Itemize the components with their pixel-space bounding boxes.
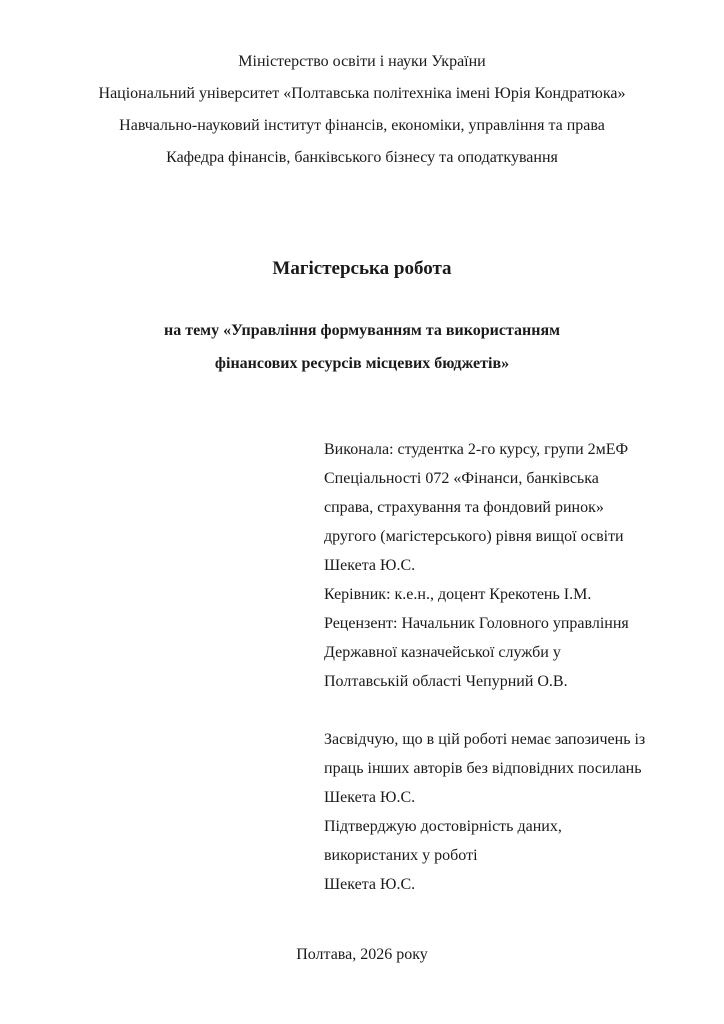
reviewer-line: Державної казначейської служби у <box>324 644 561 661</box>
theme-block <box>0 314 724 380</box>
city-year-footer <box>0 940 724 969</box>
theme-line: на тему «Управління формуванням та використанням <box>163 322 560 339</box>
university-line: Національний університет «Полтавська політехніка імені Юрія Кондратюка» <box>98 85 626 102</box>
department-line: Кафедра фінансів, банківського бізнесу та оподаткування <box>166 149 558 166</box>
declaration-line: використаних у роботі <box>324 847 478 864</box>
institution-header <box>0 46 724 174</box>
supervisor-line: Керівник: к.е.н., доцент Крекотень І.М. <box>324 586 592 603</box>
work-title: Магістерська робота <box>272 258 452 279</box>
city-year-line: Полтава, 2026 року <box>296 946 428 963</box>
declaration-signature: Шекета Ю.С. <box>324 876 416 893</box>
declaration-block <box>324 725 724 899</box>
reviewer-line: Полтавській області Чепурний О.В. <box>324 673 568 690</box>
specialty-line: Спеціальності 072 «Фінанси, банківська <box>324 470 599 487</box>
author-line: Виконала: студентка 2-го курсу, групи 2мЕФ <box>324 441 629 458</box>
declaration-line: праць інших авторів без відповідних посилань <box>324 760 642 777</box>
declaration-signature: Шекета Ю.С. <box>324 789 416 806</box>
declaration-line: Засвідчую, що в цій роботі немає запозичень із <box>324 731 646 748</box>
theme-line: фінансових ресурсів місцевих бюджетів» <box>214 355 510 372</box>
author-name-line: Шекета Ю.С. <box>324 557 416 574</box>
reviewer-line: Рецензент: Начальник Головного управління <box>324 615 629 632</box>
specialty-line: справа, страхування та фондовий ринок» <box>324 499 604 516</box>
institute-line: Навчально-науковий інститут фінансів, економіки, управління та права <box>119 117 605 134</box>
work-title-block <box>0 252 724 286</box>
author-details-block <box>324 435 724 696</box>
degree-level-line: другого (магістерського) рівня вищої освіти <box>324 528 624 545</box>
ministry-line: Міністерство освіти і науки України <box>238 53 486 70</box>
declaration-line: Підтверджую достовірність даних, <box>324 818 562 835</box>
